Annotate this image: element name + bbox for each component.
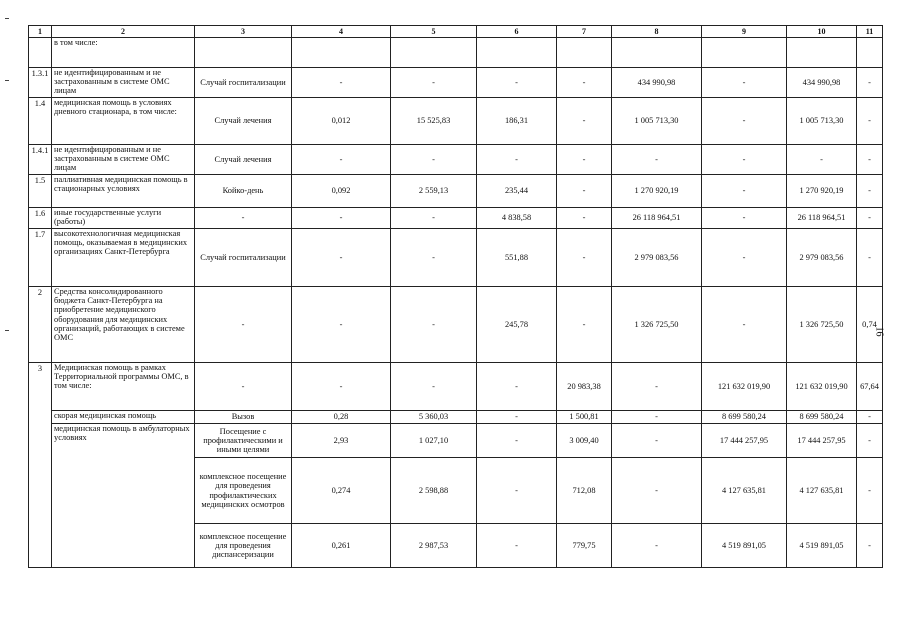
value-cell: - — [391, 229, 477, 287]
value-cell — [612, 38, 702, 68]
value-cell: - — [292, 208, 391, 229]
row-label: высокотехнологичная медицинская помощь, оказываемая в медицинских организациях Санкт-Петербурга — [52, 229, 195, 287]
value-cell — [857, 38, 883, 68]
value-cell: - — [612, 145, 702, 175]
value-cell: - — [702, 145, 787, 175]
value-cell: 1 326 725,50 — [787, 287, 857, 363]
unit-cell: Вызов — [195, 411, 292, 424]
value-cell: 26 118 964,51 — [787, 208, 857, 229]
header-cell: 11 — [857, 26, 883, 38]
value-cell: - — [557, 175, 612, 208]
value-cell: - — [477, 411, 557, 424]
value-cell: 2,93 — [292, 424, 391, 458]
header-row — [29, 26, 883, 38]
table-row — [29, 98, 883, 145]
row-label: скорая медицинская помощь — [52, 411, 195, 424]
value-cell: 26 118 964,51 — [612, 208, 702, 229]
table-row — [29, 424, 883, 458]
value-cell: - — [702, 287, 787, 363]
value-cell: - — [702, 208, 787, 229]
value-cell: - — [857, 98, 883, 145]
value-cell: 17 444 257,95 — [702, 424, 787, 458]
value-cell — [391, 38, 477, 68]
value-cell: - — [477, 524, 557, 568]
unit-cell: комплексное посещение для проведения диспансеризации — [195, 524, 292, 568]
value-cell: - — [557, 145, 612, 175]
header-cell: 8 — [612, 26, 702, 38]
value-cell: 0,261 — [292, 524, 391, 568]
value-cell: 1 005 713,30 — [787, 98, 857, 145]
value-cell: - — [391, 145, 477, 175]
row-number: 3 — [29, 363, 52, 568]
value-cell: 0,74 — [857, 287, 883, 363]
value-cell: 551,88 — [477, 229, 557, 287]
value-cell: 2 559,13 — [391, 175, 477, 208]
value-cell — [292, 38, 391, 68]
value-cell: 8 699 580,24 — [702, 411, 787, 424]
value-cell: - — [857, 524, 883, 568]
value-cell: - — [702, 68, 787, 98]
table-row — [29, 175, 883, 208]
value-cell: - — [292, 287, 391, 363]
value-cell: 2 979 083,56 — [612, 229, 702, 287]
header-cell: 4 — [292, 26, 391, 38]
value-cell: - — [391, 68, 477, 98]
table-row — [29, 287, 883, 363]
value-cell: 121 632 019,90 — [702, 363, 787, 411]
value-cell: 4 838,58 — [477, 208, 557, 229]
value-cell: - — [292, 68, 391, 98]
value-cell: 20 983,38 — [557, 363, 612, 411]
value-cell: - — [557, 287, 612, 363]
value-cell: - — [391, 287, 477, 363]
value-cell: - — [857, 175, 883, 208]
value-cell: 67,64 — [857, 363, 883, 411]
row-label: паллиативная медицинская помощь в стационарных условиях — [52, 175, 195, 208]
unit-cell: Случай госпитализации — [195, 229, 292, 287]
header-cell: 7 — [557, 26, 612, 38]
row-label: Средства консолидированного бюджета Санкт-Петербурга на приобретение медицинского оборудования для медицинских организаций, работающих в системе ОМС — [52, 287, 195, 363]
value-cell: 1 326 725,50 — [612, 287, 702, 363]
value-cell: - — [292, 363, 391, 411]
value-cell: 4 519 891,05 — [702, 524, 787, 568]
value-cell: - — [857, 229, 883, 287]
value-cell: - — [612, 458, 702, 524]
unit-cell: комплексное посещение для проведения профилактических медицинских осмотров — [195, 458, 292, 524]
value-cell: - — [857, 424, 883, 458]
row-label: медицинская помощь в амбулаторных условиях — [52, 424, 195, 568]
value-cell: - — [857, 411, 883, 424]
row-number: 2 — [29, 287, 52, 363]
value-cell: 121 632 019,90 — [787, 363, 857, 411]
value-cell: 5 360,03 — [391, 411, 477, 424]
value-cell: 434 990,98 — [787, 68, 857, 98]
unit-cell: Койко-день — [195, 175, 292, 208]
row-number: 1.6 — [29, 208, 52, 229]
value-cell: - — [557, 229, 612, 287]
unit-cell: - — [195, 208, 292, 229]
value-cell: 17 444 257,95 — [787, 424, 857, 458]
value-cell: 186,31 — [477, 98, 557, 145]
value-cell: - — [477, 363, 557, 411]
value-cell: 2 987,53 — [391, 524, 477, 568]
header-cell: 10 — [787, 26, 857, 38]
table-row — [29, 363, 883, 411]
unit-cell: Случай госпитализации — [195, 68, 292, 98]
value-cell: 235,44 — [477, 175, 557, 208]
unit-cell: Случай лечения — [195, 98, 292, 145]
unit-cell: - — [195, 287, 292, 363]
value-cell: - — [477, 145, 557, 175]
unit-cell: Случай лечения — [195, 145, 292, 175]
header-cell: 3 — [195, 26, 292, 38]
value-cell: 8 699 580,24 — [787, 411, 857, 424]
value-cell: - — [857, 208, 883, 229]
value-cell: - — [857, 145, 883, 175]
header-cell: 2 — [52, 26, 195, 38]
table-row — [29, 229, 883, 287]
value-cell: - — [612, 411, 702, 424]
value-cell: - — [391, 208, 477, 229]
value-cell: - — [557, 68, 612, 98]
value-cell: - — [391, 363, 477, 411]
value-cell: 0,092 — [292, 175, 391, 208]
value-cell: - — [557, 208, 612, 229]
row-number: 1.5 — [29, 175, 52, 208]
unit-cell — [195, 38, 292, 68]
table-row — [29, 208, 883, 229]
value-cell: - — [477, 68, 557, 98]
margin-mark — [5, 80, 9, 81]
table-row — [29, 145, 883, 175]
budget-table — [28, 25, 883, 568]
value-cell: 0,012 — [292, 98, 391, 145]
value-cell: - — [857, 458, 883, 524]
value-cell: 712,08 — [557, 458, 612, 524]
value-cell: - — [477, 424, 557, 458]
value-cell: 0,28 — [292, 411, 391, 424]
value-cell: 4 127 635,81 — [702, 458, 787, 524]
value-cell: - — [292, 229, 391, 287]
row-label: не идентифицированным и не застрахованным в системе ОМС лицам — [52, 145, 195, 175]
value-cell: - — [477, 458, 557, 524]
value-cell: 779,75 — [557, 524, 612, 568]
value-cell: 4 127 635,81 — [787, 458, 857, 524]
row-label: Медицинская помощь в рамках Территориальной программы ОМС, в том числе: — [52, 363, 195, 411]
value-cell: 245,78 — [477, 287, 557, 363]
value-cell — [702, 38, 787, 68]
value-cell: 434 990,98 — [612, 68, 702, 98]
header-cell: 9 — [702, 26, 787, 38]
value-cell: - — [787, 145, 857, 175]
value-cell: - — [557, 98, 612, 145]
table-row — [29, 38, 883, 68]
row-number: 1.4 — [29, 98, 52, 145]
row-label: иные государственные услуги (работы) — [52, 208, 195, 229]
table-row — [29, 68, 883, 98]
row-number: 1.7 — [29, 229, 52, 287]
row-label: в том числе: — [52, 38, 195, 68]
table-row — [29, 411, 883, 424]
unit-cell: Посещение с профилактическими и иными целями — [195, 424, 292, 458]
margin-mark — [5, 18, 9, 19]
page-number: 16 — [873, 326, 885, 337]
value-cell: 1 500,81 — [557, 411, 612, 424]
value-cell — [557, 38, 612, 68]
header-cell: 1 — [29, 26, 52, 38]
value-cell: - — [612, 363, 702, 411]
value-cell: 1 270 920,19 — [612, 175, 702, 208]
value-cell: 0,274 — [292, 458, 391, 524]
value-cell: - — [857, 68, 883, 98]
value-cell: - — [702, 229, 787, 287]
row-label: не идентифицированным и не застрахованным в системе ОМС лицам — [52, 68, 195, 98]
header-cell: 5 — [391, 26, 477, 38]
header-cell: 6 — [477, 26, 557, 38]
value-cell: 1 005 713,30 — [612, 98, 702, 145]
value-cell — [477, 38, 557, 68]
value-cell — [787, 38, 857, 68]
row-number: 1.3.1 — [29, 68, 52, 98]
value-cell: 4 519 891,05 — [787, 524, 857, 568]
unit-cell: - — [195, 363, 292, 411]
value-cell: - — [612, 424, 702, 458]
value-cell: - — [292, 145, 391, 175]
margin-mark — [5, 330, 9, 331]
value-cell: 2 598,88 — [391, 458, 477, 524]
value-cell: - — [702, 98, 787, 145]
value-cell: 3 009,40 — [557, 424, 612, 458]
value-cell: 2 979 083,56 — [787, 229, 857, 287]
value-cell: - — [612, 524, 702, 568]
value-cell: 1 027,10 — [391, 424, 477, 458]
value-cell: - — [702, 175, 787, 208]
value-cell: 1 270 920,19 — [787, 175, 857, 208]
row-number — [29, 38, 52, 68]
value-cell: 15 525,83 — [391, 98, 477, 145]
row-label: медицинская помощь в условиях дневного стационара, в том числе: — [52, 98, 195, 145]
row-number: 1.4.1 — [29, 145, 52, 175]
